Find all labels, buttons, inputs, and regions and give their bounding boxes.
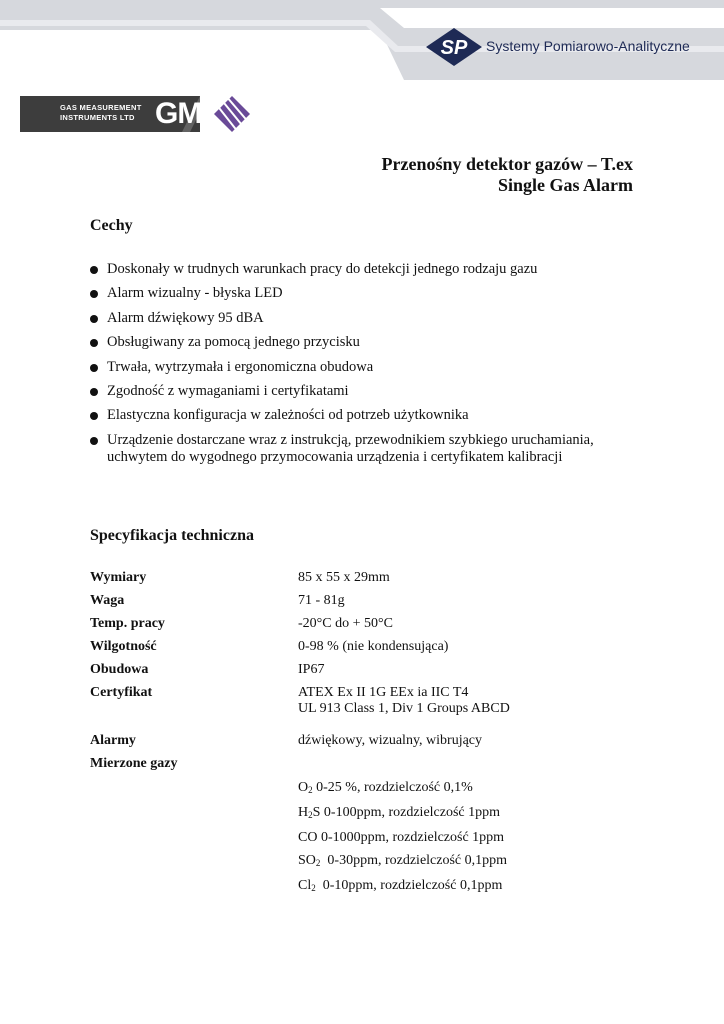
bullet-icon <box>90 437 98 445</box>
gas-formula: CO <box>298 830 318 845</box>
spec-heading: Specyfikacja techniczna <box>90 527 254 544</box>
gas-range: 0-1000ppm, rozdzielczość 1ppm <box>317 830 505 845</box>
gas-formula: SO <box>298 853 316 868</box>
feature-item <box>90 261 650 278</box>
feature-text: Alarm wizualny - błyska LED <box>107 285 283 302</box>
features-heading: Cechy <box>90 217 133 234</box>
spec-label: Obudowa <box>90 662 149 677</box>
feature-item <box>90 334 650 351</box>
gmi-company-text <box>20 96 160 132</box>
bullet-icon <box>90 315 98 323</box>
gas-item <box>298 878 650 896</box>
spec-value: 85 x 55 x 29mm <box>298 570 390 585</box>
document-title <box>382 154 633 196</box>
gas-range: 0-10ppm, rozdzielczość 0,1ppm <box>315 878 503 893</box>
bullet-icon <box>90 388 98 396</box>
spec-value <box>298 756 650 772</box>
gas-item <box>298 780 650 798</box>
spec-row <box>90 639 650 655</box>
gas-range: 0-30ppm, rozdzielczość 0,1ppm <box>320 853 508 868</box>
spec-row <box>90 733 650 749</box>
spec-value-line2: UL 913 Class 1, Div 1 Groups ABCD <box>298 701 510 716</box>
bullet-icon <box>90 339 98 347</box>
gas-item <box>298 805 650 823</box>
feature-item <box>90 383 650 400</box>
spec-row <box>90 570 650 586</box>
feature-item <box>90 432 650 466</box>
spec-table <box>90 570 650 896</box>
gas-range: 0-25 %, rozdzielczość 0,1% <box>312 780 473 795</box>
title-line1: Przenośny detektor gazów – T.ex <box>381 154 633 174</box>
feature-text: Alarm dźwiękowy 95 dBA <box>107 309 264 326</box>
feature-text: Trwała, wytrzymała i ergonomiczna obudowa <box>107 358 374 375</box>
spec-value: dźwiękowy, wizualny, wibrujący <box>298 733 483 748</box>
spec-row <box>90 685 650 717</box>
feature-item <box>90 310 650 327</box>
spec-value: -20°C do + 50°C <box>298 616 393 631</box>
spec-row <box>90 593 650 609</box>
gmi-line1: GAS MEASUREMENT <box>60 103 142 112</box>
gas-formula: H <box>298 805 309 820</box>
spec-value: ATEX Ex II 1G EEx ia IIC T4 <box>298 685 469 700</box>
gas-formula: Cl <box>298 878 312 893</box>
gas-subscript: 2 <box>308 810 313 820</box>
spec-label: Certyfikat <box>90 685 153 700</box>
spec-row <box>90 616 650 632</box>
svg-text:SP: SP <box>440 37 468 59</box>
gas-subscript: 2 <box>315 858 321 868</box>
feature-item <box>90 285 650 302</box>
gmi-mark: GMI <box>155 97 209 130</box>
spec-value: 71 - 81g <box>298 593 345 608</box>
gas-item <box>298 830 650 846</box>
spec-label: Wymiary <box>90 570 147 585</box>
spec-label: Temp. pracy <box>90 616 165 631</box>
title-line2: Single Gas Alarm <box>497 175 633 195</box>
features-list <box>90 261 650 473</box>
feature-text: Obsługiwany za pomocą jednego przycisku <box>107 334 360 351</box>
feature-text: Doskonały w trudnych warunkach pracy do detekcji jednego rodzaju gazu <box>107 261 538 277</box>
spec-row <box>90 662 650 678</box>
gas-subscript: 2 <box>308 785 313 795</box>
gas-formula: O <box>298 780 309 795</box>
feature-text: Zgodność z wymaganiami i certyfikatami <box>107 382 349 399</box>
gas-range: S 0-100ppm, rozdzielczość 1ppm <box>312 805 501 820</box>
spec-label: Alarmy <box>90 733 136 748</box>
company-name: Systemy Pomiarowo-Analityczne <box>486 38 690 54</box>
spec-row <box>90 756 650 772</box>
feature-text: Urządzenie dostarczane wraz z instrukcją, przewodnikiem szybkiego uruchamiania, uchwytem do wygodnego przymocowania urządzenia i certyfikatem kalibracji <box>107 431 594 465</box>
gas-subscript: 2 <box>311 883 316 893</box>
feature-item <box>90 407 650 424</box>
bullet-icon <box>90 412 98 420</box>
spec-label: Waga <box>90 593 125 608</box>
feature-text: Elastyczna konfiguracja w zależności od potrzeb użytkownika <box>107 407 469 424</box>
bullet-icon <box>90 290 98 298</box>
gmi-line2: INSTRUMENTS LTD <box>60 113 135 122</box>
spec-label: Mierzone gazy <box>90 756 178 771</box>
feature-item <box>90 359 650 376</box>
bullet-icon <box>90 364 98 372</box>
spec-value: 0-98 % (nie kondensująca) <box>298 639 449 654</box>
spec-label: Wilgotność <box>90 639 157 654</box>
gas-item <box>298 853 650 871</box>
bullet-icon <box>90 266 98 274</box>
spec-value: IP67 <box>298 662 325 677</box>
